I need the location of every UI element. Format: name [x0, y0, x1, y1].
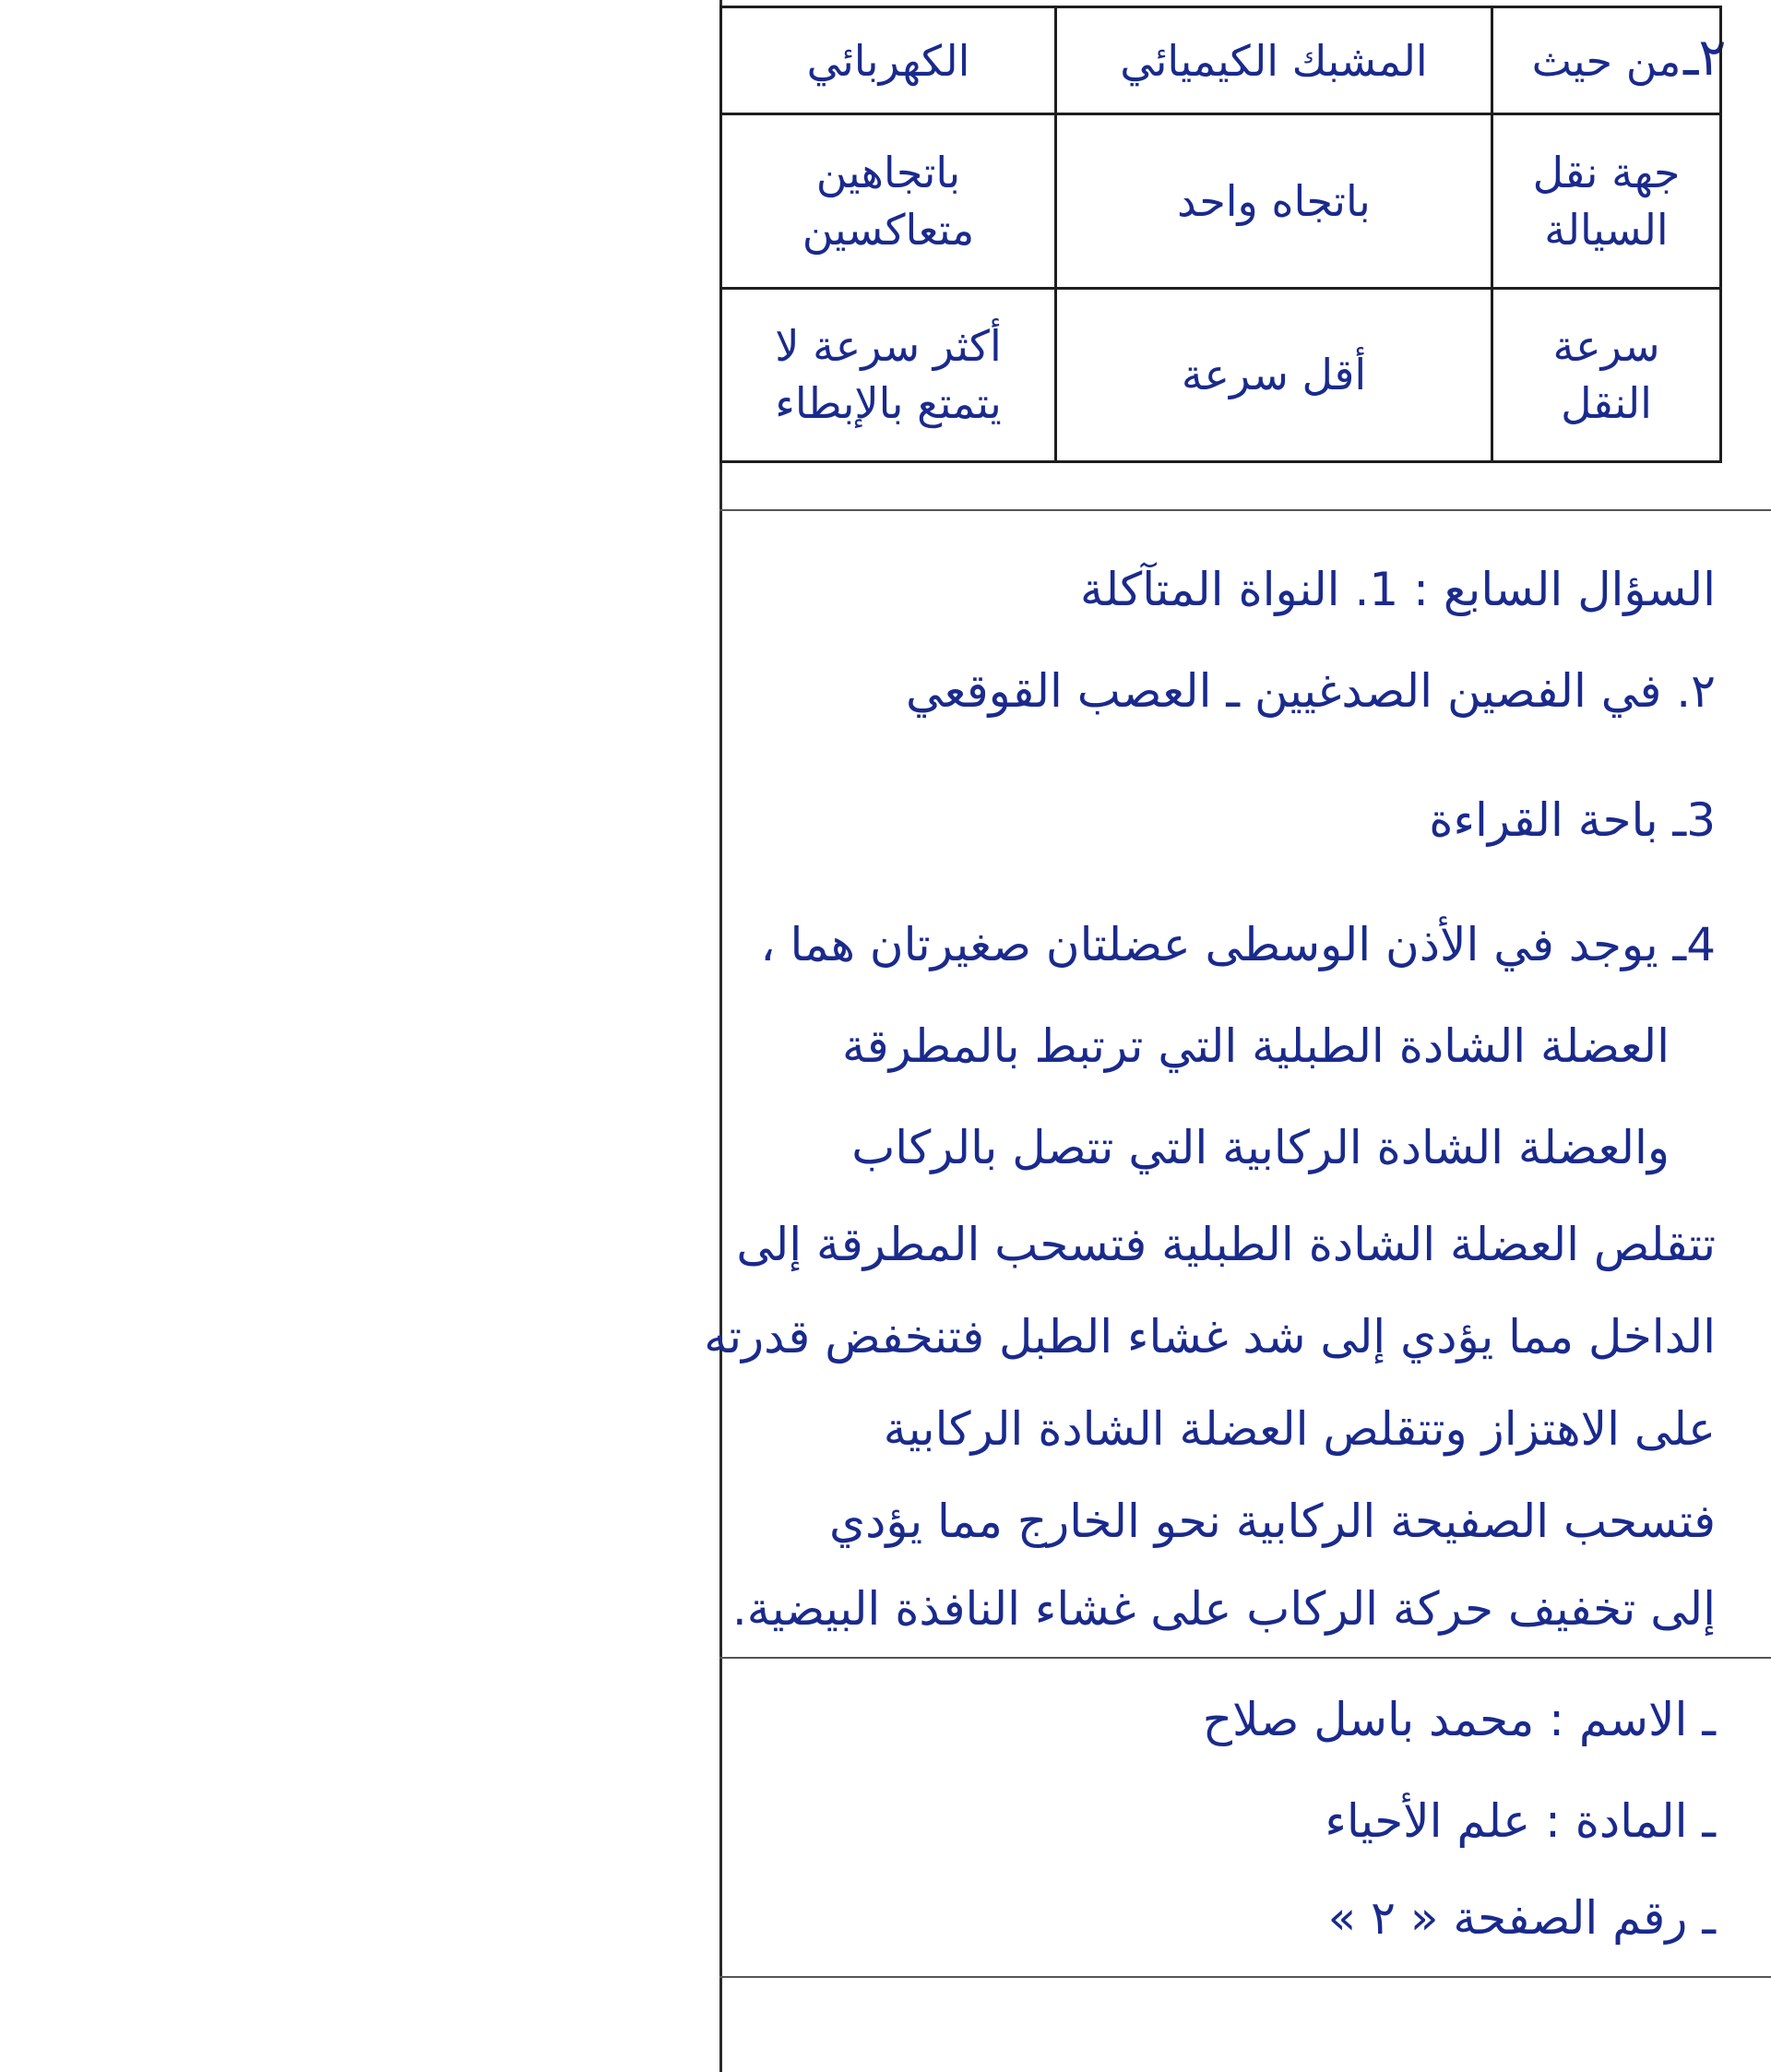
divider — [719, 1657, 1771, 1659]
table-cell: باتجاهين متعاكسين — [721, 114, 1056, 288]
paragraph-line: الداخل مما يؤدي إلى شد غشاء الطبل فتنخفض قدرته — [704, 1310, 1716, 1363]
answer-line: 3ـ باحة القراءة — [1429, 793, 1716, 847]
student-name: ـ الاسم : محمد باسل صلاح — [1202, 1693, 1716, 1746]
paragraph-line: فتسحب الصفيحة الركابية نحو الخارج مما يؤدي — [829, 1494, 1716, 1548]
header-chemical-synapse: المشبك الكيميائي — [1056, 7, 1492, 114]
table-cell: جهة نقل السيالة — [1492, 114, 1721, 288]
answer-line: السؤال السابع : 1. النواة المتآكلة — [1080, 563, 1716, 616]
divider — [719, 509, 1771, 511]
table-cell: باتجاه واحد — [1056, 114, 1492, 288]
divider — [719, 1976, 1771, 1978]
question-number-label: ٢ـ — [1683, 28, 1727, 88]
paragraph-line: 4ـ يوجد في الأذن الوسطى عضلتان صغيرتان هما ، — [760, 918, 1716, 971]
comparison-table — [719, 6, 1722, 463]
table-cell: أقل سرعة — [1056, 288, 1492, 461]
header-electrical-synapse: الكهربائي — [721, 7, 1056, 114]
paragraph-line: والعضلة الشادة الركابية التي تتصل بالركاب — [851, 1121, 1670, 1174]
subject-name: ـ المادة : علم الأحياء — [1325, 1794, 1716, 1848]
paragraph-line: العضلة الشادة الطبلية التي ترتبط بالمطرقة — [842, 1019, 1670, 1073]
page-number: ـ رقم الصفحة « ٢ » — [1327, 1891, 1716, 1945]
answer-line: ٢. في الفصين الصدغيين ـ العصب القوقعي — [905, 664, 1716, 718]
paragraph-line: على الاهتزاز وتتقلص العضلة الشادة الركابية — [883, 1402, 1716, 1456]
table-cell: أكثر سرعة لا يتمتع بالإبطاء — [721, 288, 1056, 461]
table-cell: سرعة النقل — [1492, 288, 1721, 461]
paragraph-line: تتقلص العضلة الشادة الطبلية فتسحب المطرقة إلى — [736, 1218, 1716, 1271]
table-row — [721, 288, 1721, 461]
paragraph-line: إلى تخفيف حركة الركاب على غشاء النافذة البيضية. — [731, 1582, 1716, 1636]
header-aspect: من حيث — [1492, 7, 1721, 114]
table-row — [721, 114, 1721, 288]
table-header-row — [721, 7, 1721, 114]
